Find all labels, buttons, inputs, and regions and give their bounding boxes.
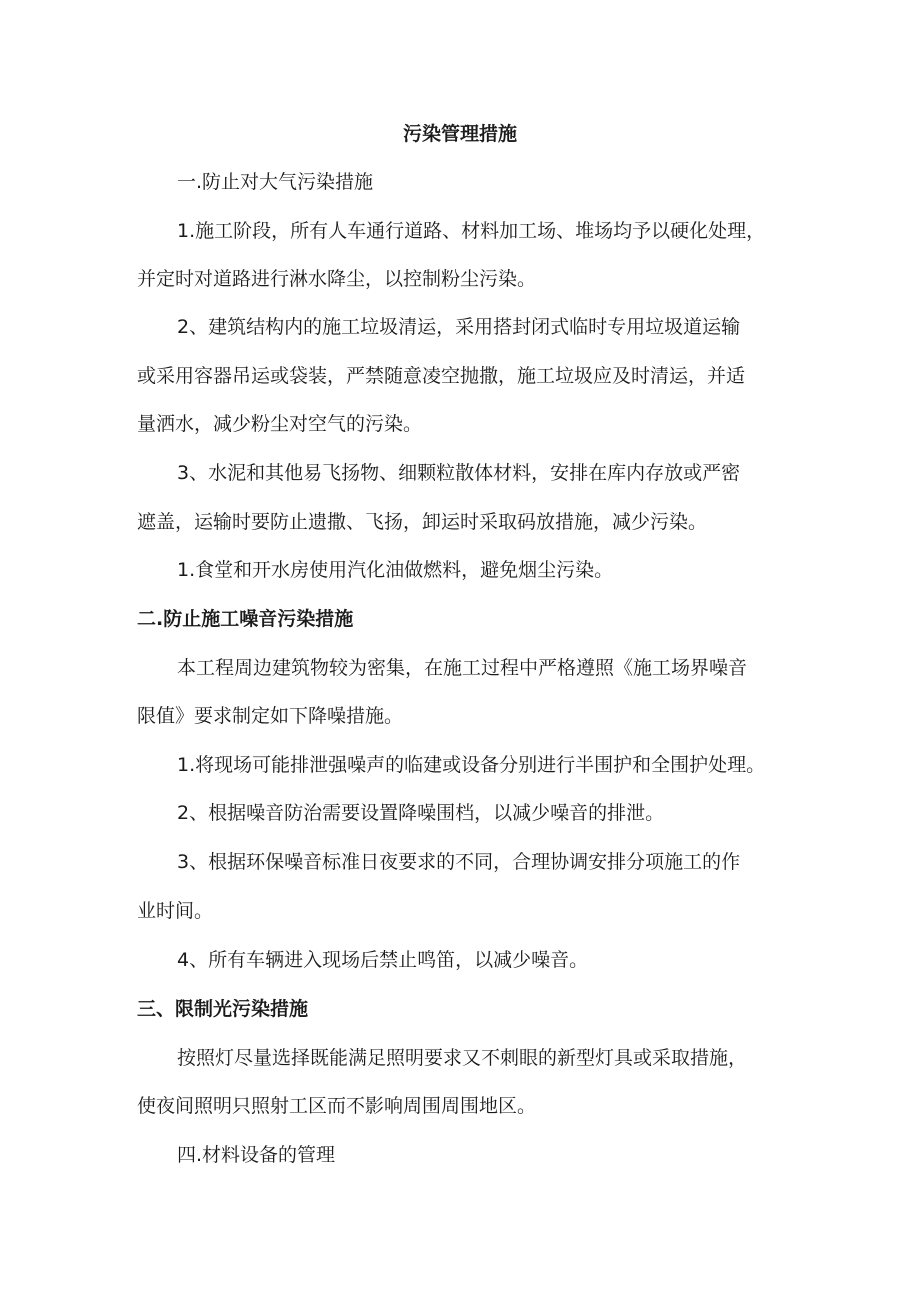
paragraph-line: 使夜间照明只照射工区而不影响周围周围地区。 (137, 1095, 537, 1117)
paragraph-line: 1.施工阶段，所有人车通行道路、材料加工场、堆场均予以硬化处理， (177, 220, 766, 242)
paragraph-line: 或采用容器吊运或袋装，严禁随意凌空抛撒，施工垃圾应及时清运，并适 (137, 365, 746, 387)
paragraph-line: 业时间。 (137, 900, 214, 922)
paragraph-line: 本工程周边建筑物较为密集，在施工过程中严格遵照《施工场界噪音 (177, 657, 748, 679)
paragraph-line: 1.将现场可能排泄强噪声的临建或设备分别进行半围护和全围护处理。 (177, 754, 766, 776)
paragraph-line: 2、建筑结构内的施工垃圾清运，采用搭封闭式临时专用垃圾道运输 (177, 316, 741, 338)
document-title: 污染管理措施 (402, 123, 517, 145)
paragraph-line: 3、根据环保噪音标准日夜要求的不同，合理协调安排分项施工的作 (177, 851, 741, 873)
paragraph-line: 量洒水，减少粉尘对空气的污染。 (137, 413, 423, 435)
paragraph-line: 按照灯尽量选择既能满足照明要求又不刺眼的新型灯具或采取措施， (177, 1047, 748, 1069)
paragraph-line: 2、根据噪音防治需要设置降噪围档，以减少噪音的排泄。 (177, 802, 665, 824)
section-heading-materials: 四.材料设备的管理 (177, 1144, 336, 1166)
paragraph-line: 3、水泥和其他易飞扬物、细颗粒散体材料，安排在库内存放或严密 (177, 462, 741, 484)
paragraph-line: 限值》要求制定如下降噪措施。 (137, 705, 404, 727)
paragraph-line: 并定时对道路进行淋水降尘，以控制粉尘污染。 (137, 268, 537, 290)
section-heading-air: 一.防止对大气污染措施 (177, 171, 374, 193)
section-heading-light: 三、限制光污染措施 (137, 998, 309, 1020)
paragraph-line: 1.食堂和开水房使用汽化油做燃料，避免烟尘污染。 (177, 559, 614, 581)
paragraph-line: 遮盖，运输时要防止遗撒、飞扬，卸运时采取码放措施，减少污染。 (137, 511, 708, 533)
section-heading-noise: 二.防止施工噪音污染措施 (137, 608, 354, 630)
paragraph-line: 4、所有车辆进入现场后禁止鸣笛，以减少噪音。 (177, 949, 589, 971)
